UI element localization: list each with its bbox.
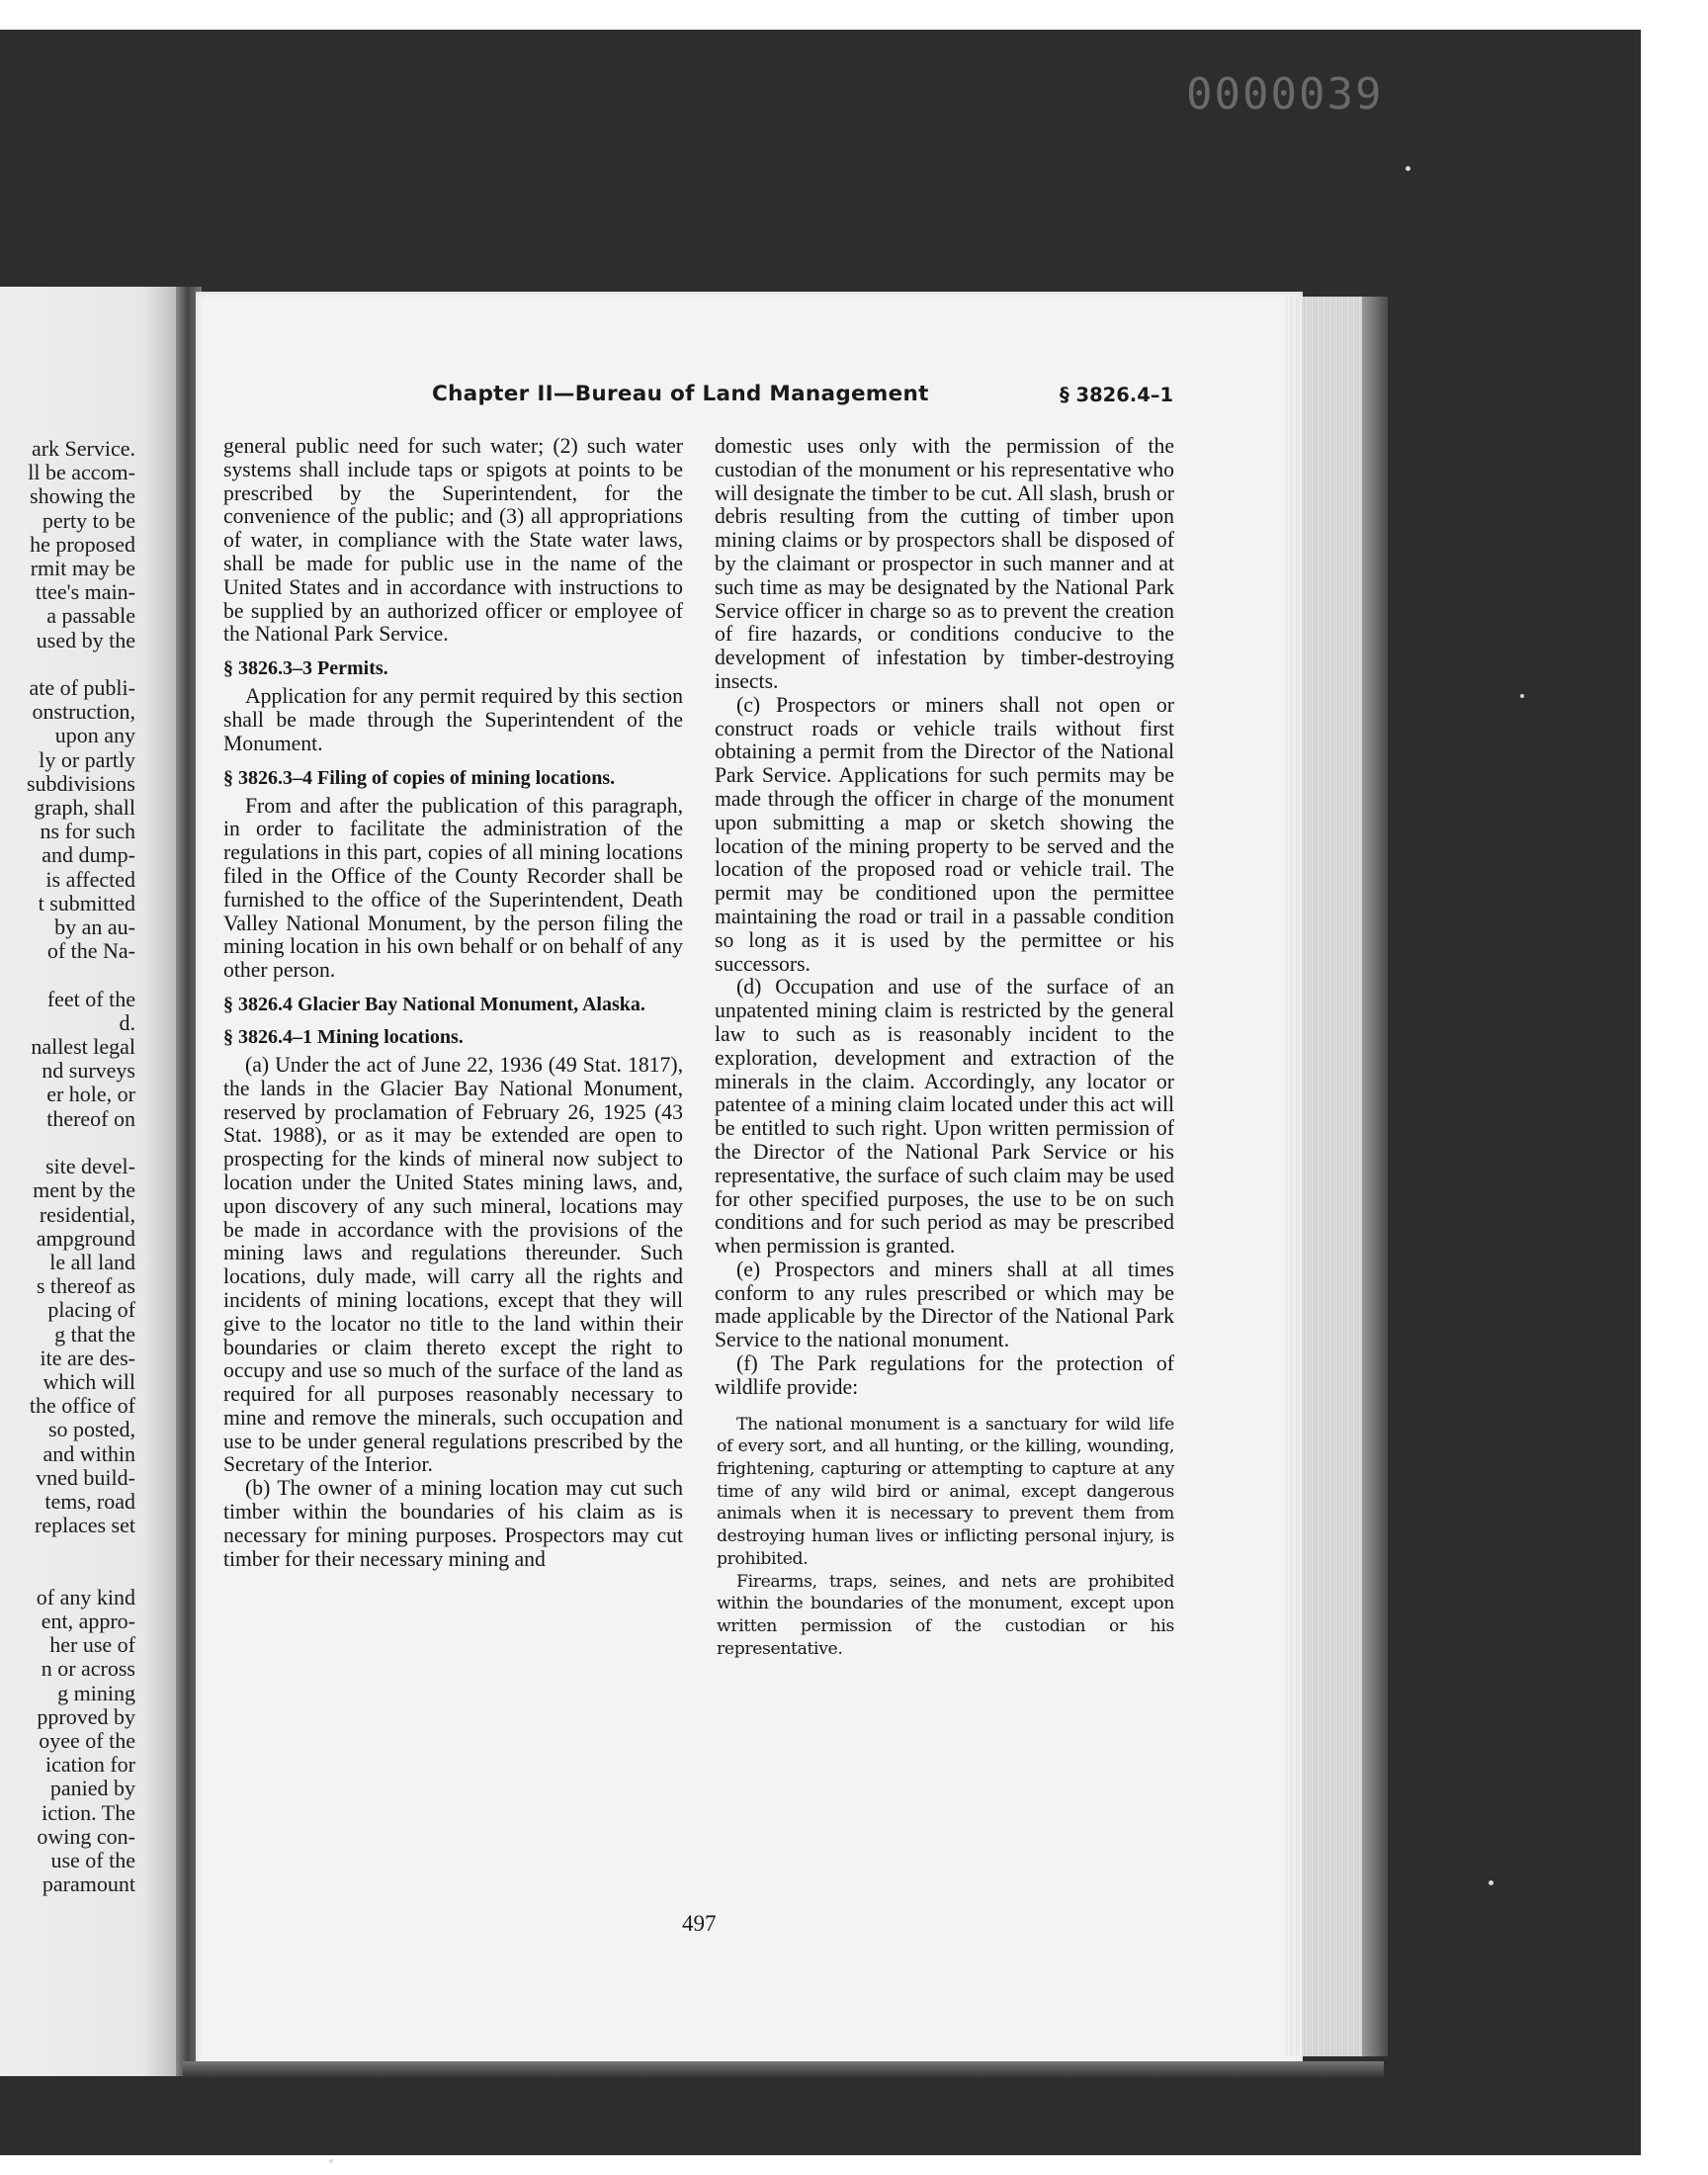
left-page-line: er hole, or: [46, 1082, 135, 1107]
left-page-line: ampground: [36, 1225, 135, 1251]
left-page-line: pproved by: [37, 1703, 135, 1729]
left-page-line: the office of: [29, 1393, 135, 1419]
paragraph: (a) Under the act of June 22, 1936 (49 Stat. 1817), the lands in the Glacier Bay National Monument, reserved by proclamation of February 26, 1925 (43 Stat. 1988), or as it may be extended are open to prospecting for the kinds of mineral now subject to location under the United States mining laws, and, upon discovery of any such mineral, locations may be made in accordance with the provisions of the mining laws and regulations thereunder. Such locations, duly made, will carry all the rights and incidents of mining locations, except that they will give to the locator no title to the land within their boundaries or claim thereto except the right to occupy and use so much of the surface of the land as required for all purposes reasonably necessary to mine and remove the minerals, such occupation and use to be under general regulations prescribed by the Secretary of the Interior.: [223, 1052, 683, 1477]
left-page-fragment: [0, 287, 193, 2076]
left-page-line: le all land: [49, 1249, 135, 1274]
left-page-line: ns for such: [40, 819, 135, 844]
left-page-line: oyee of the: [39, 1727, 135, 1753]
page-number: 497: [682, 1911, 717, 1936]
left-page-line: ly or partly: [39, 746, 135, 772]
section-heading: § 3826.3–3 Permits.: [223, 657, 388, 680]
left-page-line: t submitted: [38, 890, 135, 915]
dust-speck: [1406, 166, 1410, 171]
paragraph: Application for any permit required by this section shall be made through the Superintendent of the Monument.: [223, 684, 683, 755]
left-page-line: ication for: [44, 1752, 135, 1778]
left-page-line: of any kind: [36, 1584, 135, 1610]
left-page-line: replaces set: [35, 1513, 135, 1538]
left-page-line: ll be accom-: [28, 460, 135, 485]
left-column: [223, 435, 683, 1571]
left-page-line: ate of publi-: [29, 675, 135, 701]
left-page-line: [0, 1562, 135, 1586]
left-page-line: and within: [43, 1440, 135, 1466]
left-page-line: rmit may be: [30, 556, 135, 581]
paragraph: (e) Prospectors and miners shall at all times conform to any rules prescribed or which may be made applicable by the Director of the National Park Service to the national monument.: [715, 1257, 1174, 1352]
quoted-regulation: The national monument is a sanctuary for wild life of every sort, and all hunting, or the killing, wounding, frightening, capturing or attempting to capture at any time of any wild bird or animal, except dangerous animals when it is necessary to prevent them from destroying human lives or inflicting personal injury, is prohibited.: [717, 1414, 1174, 1569]
left-page-line: and dump-: [42, 842, 135, 868]
left-page-line: [0, 1131, 135, 1155]
paragraph: (d) Occupation and use of the surface of an unpatented mining claim is restricted by the general law to such as is reasonably incident to the exploration, development and extraction of the minerals in the claim. Accordingly, any locator or patentee of a mining claim located under this act will be entitled to such right. Upon written permission of the Director of the National Park Service or his representative, the surface of such claim may be used for other specified purposes, the use to be on such conditions and for such period as may be prescribed when permission is granted.: [715, 975, 1174, 1259]
left-page-line: is affected: [45, 866, 135, 892]
left-page-line: paramount: [42, 1871, 135, 1897]
running-head: Chapter II—Bureau of Land Management: [432, 382, 929, 406]
left-page-line: her use of: [49, 1632, 135, 1658]
left-page-line: [0, 652, 135, 676]
left-page-line: g mining: [57, 1680, 135, 1705]
left-page-line: placing of: [47, 1297, 135, 1323]
left-page-line: feet of the: [46, 986, 135, 1011]
page-bottom-shadow: [183, 2061, 1384, 2079]
paragraph: (f) The Park regulations for the protection of wildlife provide:: [715, 1351, 1174, 1399]
left-page-line: upon any: [54, 723, 135, 748]
left-page-line: onstruction,: [32, 699, 135, 725]
left-page-line: so posted,: [48, 1417, 135, 1442]
left-page-line: residential,: [39, 1201, 135, 1227]
left-page-line: a passable: [46, 603, 135, 629]
right-column: [715, 435, 1174, 1660]
left-page-line: owing con-: [37, 1823, 135, 1849]
left-page-line: vned build-: [36, 1464, 135, 1490]
left-page-line: d.: [119, 1009, 135, 1035]
left-page-line: perty to be: [42, 507, 135, 533]
left-page-line: which will: [43, 1368, 135, 1394]
left-page-line: n or across: [41, 1656, 135, 1682]
left-page-line: [0, 1537, 135, 1561]
page-edge-shadow: [1362, 297, 1388, 2056]
dust-speck: [329, 2159, 333, 2163]
left-page-text: [0, 437, 135, 1896]
quoted-regulation: Firearms, traps, seines, and nets are prohibited within the boundaries of the monument, except upon written permission of the custodian or his representative.: [717, 1571, 1174, 1659]
left-page-line: ent, appro-: [41, 1608, 135, 1633]
left-page-line: ttee's main-: [35, 579, 135, 605]
left-page-line: s thereof as: [36, 1273, 135, 1299]
left-page-line: graph, shall: [34, 795, 135, 821]
left-page-line: use of the: [50, 1847, 135, 1872]
section-heading: § 3826.4–1 Mining locations.: [223, 1025, 464, 1048]
left-page-line: tems, road: [44, 1488, 135, 1514]
page-stamp-number: 0000039: [1186, 69, 1384, 120]
paragraph: From and after the publication of this paragraph, in order to facilitate the administration of the regulations in this part, copies of all mining locations filed in the Office of the County Recorder shall be furnished to the office of the Superintendent, Death Valley National Monument, by the person filing the mining location in his own behalf or on behalf of any other person.: [223, 793, 683, 983]
left-page-line: panied by: [49, 1776, 135, 1801]
left-page-line: he proposed: [30, 531, 135, 557]
left-page-line: nallest legal: [31, 1034, 135, 1060]
left-page-line: [0, 963, 135, 987]
paragraph: (c) Prospectors or miners shall not open or construct roads or vehicle trails without first obtaining a permit from the Director of the National Park Service. Applications for such permits may be made through the officer in charge of the monument upon submitting a map or sketch showing the location of the mining property to be served and the location of the proposed road or vehicle trail. The permit may be conditioned upon the permittee maintaining the road or trail in a passable condition so long as it is used by the permittee or his successors.: [715, 692, 1174, 976]
left-page-line: by an au-: [54, 914, 135, 940]
left-page-line: subdivisions: [26, 770, 135, 796]
paragraph: (b) The owner of a mining location may cut such timber within the boundaries of his claim as is necessary for mining purposes. Prospectors may cut timber for their necessary mining and: [223, 1476, 683, 1571]
section-heading: § 3826.3–4 Filing of copies of mining locations.: [223, 766, 616, 789]
section-reference: § 3826.4–1: [1060, 384, 1174, 406]
left-page-line: showing the: [30, 483, 135, 509]
left-page-line: g that the: [54, 1321, 135, 1347]
left-page-line: iction. The: [42, 1799, 135, 1825]
left-page-line: ark Service.: [31, 436, 135, 461]
section-heading: § 3826.4 Glacier Bay National Monument, Alaska.: [223, 993, 645, 1015]
dust-speck: [1489, 1880, 1494, 1885]
dust-speck: [1520, 694, 1524, 698]
left-page-line: site devel-: [44, 1154, 135, 1179]
paragraph: domestic uses only with the permission of the custodian of the monument or his representative who will designate the timber to be cut. All slash, brush or debris resulting from the cutting of timber upon mining claims or by prospectors shall be disposed of by the claimant or prospector in such manner and at such time as may be designated by the National Park Service officer in charge so as to prevent the creation of fire hazards, or conditions conducive to the development of infestation by timber-destroying insects.: [715, 434, 1174, 693]
left-page-line: ite are des-: [40, 1345, 135, 1370]
paragraph: general public need for such water; (2) such water systems shall include taps or spigots at points to be prescribed by the Superintendent, for the convenience of the public; and (3) all appropriations of water, in compliance with the State water laws, shall be made for public use in the name of the United States and in accordance with instructions to be supplied by an authorized officer or employee of the National Park Service.: [223, 434, 683, 647]
left-page-line: nd surveys: [42, 1058, 135, 1084]
left-page-line: used by the: [36, 627, 135, 652]
left-page-line: thereof on: [46, 1105, 135, 1131]
left-page-line: ment by the: [33, 1177, 135, 1203]
left-page-line: of the Na-: [46, 938, 135, 964]
